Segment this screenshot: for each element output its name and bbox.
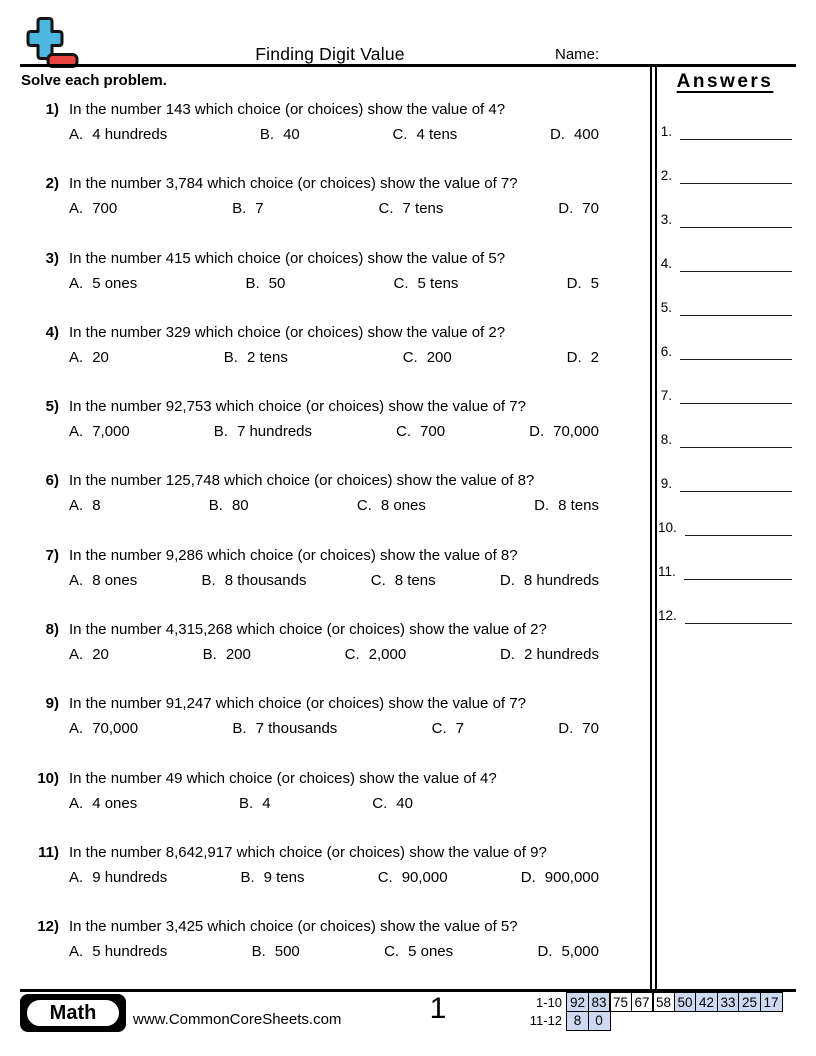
score-table — [528, 992, 783, 1031]
answer-choice — [357, 496, 426, 515]
choice-letter: D. — [529, 423, 545, 441]
choice-letter: B. — [232, 720, 247, 738]
choice-text: 4 hundreds — [92, 126, 168, 143]
problem-list — [33, 100, 639, 992]
choice-text: 8 thousands — [224, 571, 307, 589]
choice-letter: B. — [259, 126, 275, 143]
answer-choice — [529, 422, 599, 441]
problem-item — [33, 546, 639, 620]
choice-row — [69, 942, 599, 961]
choice-letter: D. — [566, 274, 582, 292]
choice-text: 80 — [231, 497, 249, 515]
choice-letter: A. — [69, 200, 84, 218]
choice-letter: C. — [393, 274, 409, 292]
choice-letter: B. — [232, 200, 247, 218]
choice-text: 400 — [573, 126, 599, 143]
choice-letter: A. — [69, 348, 84, 366]
answer-slot-number: 9. — [660, 476, 672, 491]
answer-choice — [69, 496, 101, 515]
choice-text: 5 ones — [92, 274, 138, 292]
instructions-text: Solve each problem. — [21, 72, 167, 89]
answer-choice — [232, 199, 264, 218]
choice-text: 9 hundreds — [92, 868, 168, 886]
answer-slot — [658, 384, 792, 404]
answer-slot — [658, 340, 792, 360]
problem-number: 12) — [37, 918, 59, 936]
choice-text: 2 — [590, 348, 599, 366]
choice-letter: A. — [69, 571, 84, 589]
score-cell: 33 — [717, 992, 740, 1012]
choice-row — [69, 199, 599, 218]
choice-text: 40 — [396, 794, 413, 812]
choice-row — [69, 794, 413, 813]
answer-slot-number: 3. — [660, 212, 672, 227]
problem-item — [33, 917, 639, 991]
choice-letter: D. — [537, 943, 553, 961]
answer-slot — [658, 560, 792, 580]
choice-letter: D. — [558, 720, 574, 738]
choice-text: 4 tens — [416, 126, 458, 143]
answer-choice — [239, 794, 271, 813]
score-cell: 50 — [674, 992, 697, 1012]
answer-choice — [567, 274, 599, 293]
choice-text: 7 — [255, 200, 264, 218]
page-number: 1 — [429, 992, 447, 1025]
answer-choice — [378, 868, 448, 887]
problem-item — [33, 323, 639, 397]
subject-badge — [20, 994, 126, 1032]
choice-letter: B. — [208, 497, 223, 515]
answer-choice — [69, 719, 138, 738]
answer-slot — [658, 428, 792, 448]
answer-choice — [69, 571, 137, 590]
choice-letter: B. — [201, 571, 216, 589]
answer-choice — [432, 719, 464, 738]
answer-choice — [345, 645, 407, 664]
answer-choice — [372, 794, 413, 813]
answer-choice — [534, 496, 599, 515]
answer-choice — [202, 571, 307, 590]
answer-choice — [371, 571, 436, 590]
choice-row — [69, 125, 599, 144]
answer-choice — [69, 125, 167, 144]
choice-text: 7 thousands — [255, 720, 338, 738]
problem-number: 6) — [45, 472, 59, 490]
choice-text: 20 — [92, 646, 109, 664]
choice-text: 70 — [582, 200, 599, 218]
choice-text: 5 tens — [417, 274, 459, 292]
choice-text: 40 — [283, 126, 300, 143]
choice-letter: C. — [356, 497, 372, 515]
choice-letter: A. — [69, 943, 84, 961]
answer-slot-number: 2. — [660, 168, 672, 183]
answer-blank-line — [680, 212, 792, 228]
answer-choice — [567, 348, 599, 367]
choice-letter: C. — [402, 348, 418, 366]
score-row-label: 11-12 — [529, 1013, 562, 1028]
choice-letter: C. — [392, 126, 408, 143]
answer-choice — [550, 125, 599, 144]
answer-choice — [232, 719, 337, 738]
answer-blank-line — [680, 256, 792, 272]
problem-item — [33, 249, 639, 323]
choice-text: 9 tens — [263, 868, 305, 886]
choice-text: 8 ones — [92, 571, 138, 589]
problem-item — [33, 100, 639, 174]
answer-choice — [214, 422, 312, 441]
name-label: Name: — [555, 46, 600, 63]
choice-letter: D. — [499, 571, 515, 589]
score-row — [528, 1011, 783, 1031]
answer-slot — [658, 296, 792, 316]
choice-letter: B. — [223, 348, 238, 366]
score-cell: 17 — [760, 992, 783, 1012]
answer-slot — [658, 208, 792, 228]
choice-letter: C. — [378, 200, 394, 218]
problem-text: In the number 49 which choice (or choices) show the value of 4? — [69, 769, 497, 787]
choice-letter: A. — [69, 423, 84, 441]
choice-text: 8 tens — [558, 497, 599, 515]
choice-text: 700 — [420, 423, 446, 441]
problem-number: 11) — [38, 843, 59, 861]
problem-text: In the number 415 which choice (or choices) show the value of 5? — [69, 249, 506, 267]
choice-text: 20 — [92, 348, 109, 366]
choice-text: 70 — [582, 720, 599, 738]
answer-choice — [260, 125, 300, 144]
choice-text: 8 ones — [380, 497, 426, 515]
choice-text: 4 — [262, 794, 271, 812]
answer-choice — [209, 496, 249, 515]
problem-item — [33, 397, 639, 471]
answer-choice — [69, 199, 117, 218]
choice-letter: C. — [370, 571, 386, 589]
problem-number: 3) — [45, 249, 59, 267]
choice-text: 2 tens — [246, 348, 288, 366]
choice-letter: D. — [534, 497, 550, 515]
problem-text: In the number 143 which choice (or choices) show the value of 4? — [69, 101, 506, 118]
score-cell: 75 — [609, 992, 632, 1012]
choice-letter: C. — [431, 720, 447, 738]
choice-letter: B. — [202, 646, 217, 664]
score-cell: 58 — [652, 992, 675, 1012]
score-cell: 92 — [566, 992, 589, 1012]
answer-blank-line — [680, 344, 792, 360]
choice-text: 8 hundreds — [523, 571, 599, 589]
answer-choice — [558, 199, 599, 218]
choice-text: 4 ones — [92, 794, 138, 812]
choice-text: 700 — [92, 200, 118, 218]
choice-text: 70,000 — [92, 720, 139, 738]
problem-number: 10) — [37, 769, 59, 787]
choice-letter: A. — [69, 868, 84, 886]
choice-row — [69, 348, 599, 367]
problem-text: In the number 4,315,268 which choice (or choices) show the value of 2? — [69, 621, 547, 639]
choice-letter: C. — [377, 868, 393, 886]
choice-letter: D. — [549, 126, 565, 143]
problem-text: In the number 92,753 which choice (or choices) show the value of 7? — [69, 398, 526, 416]
choice-letter: B. — [239, 794, 254, 812]
answer-blank-line — [680, 388, 792, 404]
plus-minus-logo-icon — [27, 16, 83, 70]
choice-row — [69, 645, 599, 664]
choice-text: 8 tens — [394, 571, 436, 589]
choice-letter: B. — [213, 423, 228, 441]
answer-blank-line — [685, 608, 792, 624]
problem-item — [33, 694, 639, 768]
score-cell: 8 — [566, 1011, 589, 1031]
choice-text: 90,000 — [401, 868, 448, 886]
answer-blank-line — [680, 168, 792, 184]
problem-number: 9) — [45, 695, 59, 713]
choice-letter: B. — [251, 943, 266, 961]
problem-text: In the number 91,247 which choice (or choices) show the value of 7? — [69, 695, 526, 713]
choice-letter: C. — [344, 646, 360, 664]
answer-blank-line — [680, 124, 792, 140]
answer-choice — [245, 274, 285, 293]
choice-text: 8 — [92, 497, 101, 515]
choice-row — [69, 422, 599, 441]
problem-text: In the number 3,425 which choice (or choices) show the value of 5? — [69, 918, 518, 936]
score-row — [528, 992, 783, 1012]
choice-row — [69, 274, 599, 293]
answer-choice — [500, 571, 599, 590]
choice-text: 200 — [225, 646, 251, 664]
problem-text: In the number 8,642,917 which choice (or choices) show the value of 9? — [69, 843, 547, 861]
website-text: www.CommonCoreSheets.com — [133, 1011, 342, 1028]
choice-letter: A. — [69, 794, 84, 812]
answer-choice — [392, 125, 457, 144]
answer-choice — [558, 719, 599, 738]
answer-choice — [384, 942, 453, 961]
answer-slot — [658, 120, 792, 140]
choice-letter: D. — [499, 646, 515, 664]
answer-choice — [521, 868, 599, 887]
problem-item — [33, 174, 639, 248]
answer-slot — [658, 472, 792, 492]
answer-choice — [69, 942, 167, 961]
answer-slot-number: 7. — [660, 388, 672, 403]
choice-letter: A. — [69, 126, 84, 143]
page-title: Finding Digit Value — [255, 44, 405, 64]
choice-letter: A. — [69, 274, 84, 292]
answer-choice — [500, 645, 599, 664]
answer-choice — [69, 794, 137, 813]
answer-blank-line — [680, 300, 792, 316]
choice-text: 2,000 — [368, 646, 407, 664]
problem-item — [33, 620, 639, 694]
choice-text: 50 — [268, 274, 286, 292]
problem-text: In the number 3,784 which choice (or choices) show the value of 7? — [69, 175, 518, 193]
answer-slot-number: 11. — [658, 564, 676, 579]
choice-letter: D. — [566, 348, 582, 366]
answer-slot-number: 12. — [658, 608, 677, 623]
answer-slot-number: 4. — [660, 256, 672, 271]
answer-choice — [252, 942, 300, 961]
choice-letter: B. — [240, 868, 255, 886]
answer-blank-line — [684, 564, 792, 580]
answer-choice — [203, 645, 251, 664]
choice-letter: C. — [396, 423, 412, 441]
choice-text: 5 — [590, 274, 599, 292]
problem-text: In the number 125,748 which choice (or choices) show the value of 8? — [69, 472, 535, 490]
choice-text: 5 hundreds — [92, 943, 168, 961]
answer-blank-line — [685, 520, 792, 536]
choice-row — [69, 868, 599, 887]
answer-slot — [658, 604, 792, 624]
problem-number: 2) — [45, 175, 59, 193]
choice-text: 500 — [274, 943, 300, 961]
problem-item — [33, 471, 639, 545]
problem-text: In the number 9,286 which choice (or choices) show the value of 8? — [69, 546, 518, 564]
answer-blank-line — [680, 432, 792, 448]
score-cell: 0 — [588, 1011, 611, 1031]
answer-slot-number: 8. — [660, 432, 672, 447]
choice-row — [69, 496, 599, 515]
problem-number: 1) — [45, 101, 59, 118]
score-cell: 42 — [695, 992, 718, 1012]
problem-item — [33, 769, 639, 843]
answer-slot-number: 6. — [660, 344, 672, 359]
choice-text: 7,000 — [92, 423, 130, 441]
choice-text: 7 hundreds — [236, 423, 313, 441]
choice-text: 900,000 — [544, 868, 599, 886]
choice-letter: A. — [69, 720, 84, 738]
problem-text: In the number 329 which choice (or choices) show the value of 2? — [69, 323, 506, 341]
answer-choice — [69, 868, 167, 887]
problem-number: 7) — [45, 546, 59, 564]
problem-number: 5) — [45, 398, 59, 416]
answers-divider — [650, 66, 657, 990]
answer-choice — [403, 348, 452, 367]
answer-slot-number: 5. — [660, 300, 672, 315]
choice-text: 5,000 — [561, 943, 599, 961]
choice-text: 7 tens — [402, 200, 444, 218]
choice-row — [69, 571, 599, 590]
answer-choice — [379, 199, 444, 218]
answer-slot — [658, 252, 792, 272]
problem-number: 4) — [45, 323, 59, 341]
problem-item — [33, 843, 639, 917]
choice-text: 5 ones — [408, 943, 454, 961]
choice-letter: A. — [69, 497, 84, 515]
answer-choice — [394, 274, 459, 293]
choice-text: 2 hundreds — [523, 646, 599, 664]
choice-letter: D. — [558, 200, 574, 218]
answer-choice — [224, 348, 288, 367]
choice-letter: B. — [245, 274, 260, 292]
answer-choice — [240, 868, 304, 887]
answer-choice — [69, 645, 109, 664]
choice-text: 7 — [455, 720, 464, 738]
choice-letter: A. — [69, 646, 84, 664]
choice-text: 200 — [426, 348, 452, 366]
answer-slot — [658, 516, 792, 536]
score-cell: 67 — [631, 992, 654, 1012]
subject-label: Math — [24, 997, 122, 1029]
choice-letter: D. — [520, 868, 536, 886]
choice-letter: C. — [384, 943, 400, 961]
answer-slot — [658, 164, 792, 184]
choice-row — [69, 719, 599, 738]
answer-slot-number: 1. — [660, 124, 672, 139]
answer-blank-line — [680, 476, 792, 492]
score-cell: 83 — [588, 992, 611, 1012]
answer-choice — [69, 348, 109, 367]
score-cell: 25 — [738, 992, 761, 1012]
answer-choice — [69, 274, 137, 293]
choice-letter: C. — [372, 794, 388, 812]
problem-number: 8) — [45, 621, 59, 639]
score-row-label: 1-10 — [535, 994, 562, 1010]
answers-panel — [658, 66, 792, 624]
answers-title: Answers — [676, 71, 774, 92]
answer-choice — [396, 422, 445, 441]
answer-choice — [537, 942, 599, 961]
answer-slot-number: 10. — [658, 520, 677, 535]
answer-choice — [69, 422, 130, 441]
choice-text: 70,000 — [553, 423, 599, 441]
